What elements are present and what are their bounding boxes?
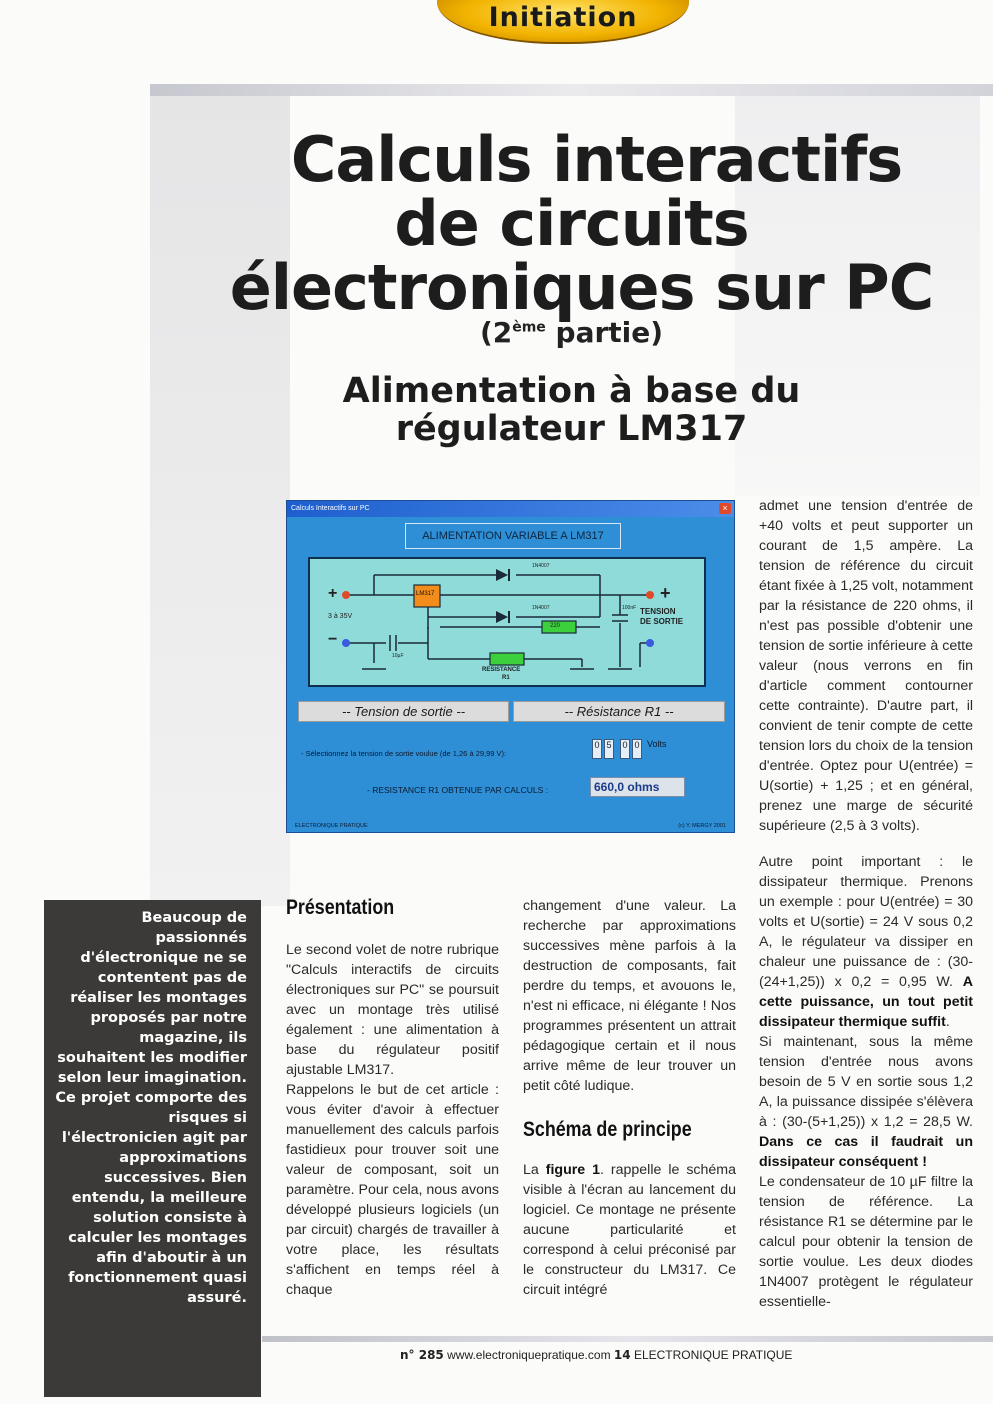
software-footer-left: ELECTRONIQUE PRATIQUE <box>295 823 368 829</box>
article-subtitle <box>150 372 993 448</box>
r220-label: 220 <box>550 623 561 629</box>
section-banner-label: Initiation <box>488 2 638 33</box>
input-plus: + <box>328 585 338 602</box>
header-strip <box>150 84 993 96</box>
diode2-label: 1N4007 <box>532 605 550 611</box>
part-suffix: partie) <box>545 316 664 349</box>
resistance-r1-button[interactable]: -- Résistance R1 -- <box>513 701 725 722</box>
volts-unit: Volts <box>647 739 667 749</box>
title-line-1: Calculs interactifs <box>290 123 903 196</box>
resistance-label: RESISTANCE <box>482 667 521 673</box>
article-part <box>150 316 993 349</box>
intro-box <box>44 900 261 1397</box>
close-icon: × <box>719 503 731 514</box>
col3-paragraph-4: Le condensateur de 10 µF filtre la tension de référence. La résistance R1 se détermine par le calcul pour obtenir la tension de sortie voulue. Les deux diodes 1N4007 protègent le régulateur essentielle- <box>759 1174 973 1310</box>
figure-reference: figure 1 <box>545 1162 600 1178</box>
col3-p3-text-a: Si maintenant, sous la même tension d'entrée nous avons besoin de 5 V en sortie sous 1,2 A, la puissance dissipée s'élèvera à : (30-(5+1,25)) x 1,2 = 28,5 W. <box>759 1034 973 1130</box>
column-1 <box>286 898 499 1300</box>
col1-paragraph-2: Rappelons le but de cet article : vous éviter d'avoir à effectuer manuellement des calculs parfois fastidieux pour trouver soit une valeur de composant, soit un paramètre. Pour cela, nous avons développé plusieurs logiciels (un par circuit) chargés de travailler à votre place, les résultats s'affichent en temps réel à chaque <box>286 1082 499 1298</box>
subtitle-line-2: régulateur LM317 <box>395 409 748 449</box>
intro-text: Beaucoup de passionnés d'électronique ne se contentent pas de réaliser les montages proposés par notre magazine, ils souhaitent les modifier selon leur imagination. Ce projet comporte des risques si l'électronicien agit par approximations successives. Bien entendu, la meilleure solution consiste à calculer les montages afin d'aboutir à un fonctionnement quasi assuré. <box>55 910 247 1306</box>
r1-label: R1 <box>502 675 510 681</box>
issue-prefix: n° <box>400 1348 419 1362</box>
col3-p2-text-a: Autre point important : le dissipateur thermique. Prenons un exemple : pour U(entrée) = 30 volts et U(sortie) = 24 V sous 0,2 A, le régulateur va dissiper en chaleur une puissance de : (30-(24+1,25)) x 0,2 = 0,95 W. <box>759 854 973 990</box>
title-line-2: de circuits <box>394 187 749 260</box>
col3-p3-bold: Dans ce cas il faudrait un dissipateur conséquent ! <box>759 1134 973 1170</box>
part-prefix: (2 <box>479 316 513 349</box>
part-sup: ème <box>512 319 546 336</box>
column-2 <box>523 896 736 1300</box>
col3-p2-text-c: . <box>945 1014 950 1030</box>
window-title: Calculs Interactifs sur PC <box>287 501 734 517</box>
digit-1[interactable]: 0 <box>592 739 602 759</box>
software-screenshot <box>286 500 735 833</box>
column-3 <box>759 496 973 1312</box>
subtitle-line-1: Alimentation à base du <box>342 371 801 411</box>
col3-paragraph-2 <box>759 852 973 1032</box>
page-number: 14 <box>613 1348 631 1362</box>
col2-p2-text-c: . rappelle le schéma visible à l'écran au lancement du logiciel. Ce montage ne présente aucune particularité et correspond à celui préconisé par le constructeur du LM317. Ce circuit intégré <box>523 1162 736 1298</box>
digit-4[interactable]: 0 <box>632 739 642 759</box>
footer-strip <box>262 1336 993 1342</box>
col3-paragraph-3 <box>759 1032 973 1172</box>
result-label: - RESISTANCE R1 OBTENUE PAR CALCULS : <box>367 785 549 795</box>
voltage-prompt: - Sélectionnez la tension de sortie voulue (de 1,26 à 29,99 V): <box>301 749 507 758</box>
col3-p2-bold: A cette puissance, un tout petit dissipateur thermique suffit <box>759 974 973 1030</box>
output-plus: + <box>660 583 671 603</box>
page-footer <box>400 1348 792 1362</box>
digit-2[interactable]: 5 <box>604 739 614 759</box>
result-value: 660,0 ohms <box>590 777 685 797</box>
diode1-label: 1N4007 <box>532 563 550 569</box>
cap-10uf-label: 10µF <box>392 653 404 659</box>
issue-number: 285 <box>418 1348 444 1362</box>
col2-p2-text-a: La <box>523 1162 546 1178</box>
output-label-1: TENSION <box>640 607 676 616</box>
software-footer-right: (c) Y. MERGY 2001 <box>678 823 726 829</box>
software-header: ALIMENTATION VARIABLE A LM317 <box>405 523 621 549</box>
cap-100nf-label: 100nF <box>622 605 637 611</box>
input-minus: − <box>328 631 338 648</box>
footer-url: www.electroniquepratique.com <box>447 1348 611 1362</box>
col2-paragraph-2 <box>523 1160 736 1300</box>
title-line-3: électroniques sur PC <box>229 251 934 324</box>
col1-paragraph-1: Le second volet de notre rubrique "Calculs interactifs de circuits électroniques sur PC" se poursuit avec un montage très utilisé également : une alimentation à base du régulateur positif ajustable LM317. <box>286 942 499 1078</box>
heading-presentation: Présentation <box>286 896 395 919</box>
digit-3[interactable]: 0 <box>620 739 630 759</box>
tension-sortie-button[interactable]: -- Tension de sortie -- <box>298 701 509 722</box>
col2-paragraph-1: changement d'une valeur. La recherche par approximations successives mène parfois à la destruction de composants, fait perdre du temps, et avouons le, n'est ni efficace, ni élégante ! Nos programmes présentent un attrait pédagogique certain et il nous arrive même de leur trouver un petit côté ludique. <box>523 898 736 1094</box>
heading-schema: Schéma de principe <box>523 1118 692 1141</box>
magazine-name: ELECTRONIQUE PRATIQUE <box>633 1348 793 1362</box>
regulator-label: LM317 <box>416 591 435 597</box>
output-label-2: DE SORTIE <box>640 617 684 626</box>
circuit-schematic <box>308 557 706 687</box>
input-range-label: 3 à 35V <box>328 613 353 620</box>
col3-paragraph-1: admet une tension d'entrée de +40 volts et peut supporter un courant de 1,5 ampère. La tension de référence du circuit étant fixée à 1,25 volt, notamment par la résistance de 220 ohms, il n'est pas possible d'obtenir une tension de sortie inférieure à cette valeur (nous verrons en fin d'article comment contourner cette contrainte). D'autre part, il convient de tenir compte de cette tension lors du choix de la tension d'entrée. Optez pour U(entrée) = U(sortie) + 1,25 ; et en général, prenez une marge de sécurité supérieure (2,5 à 3 volts). <box>759 498 973 834</box>
